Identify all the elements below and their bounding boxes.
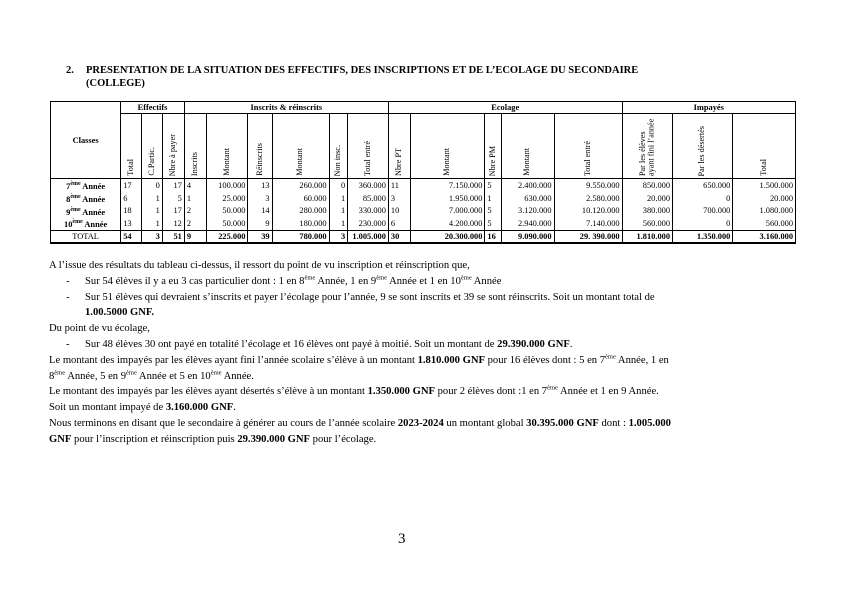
section-heading [66,64,766,90]
table-cell: 13 [121,217,142,230]
table-cell: 560.000 [733,217,796,230]
column-header: Inscrits [184,114,206,179]
conclusion-paragraph: Nous terminons en disant que le secondaire à générer au cours de l’année scolaire 2023-2024 un montant global 30.395.000 GNF dont : 1.005.000 GNF pour l’inscription et réinscription puis 29.390.000 GNF pour l’écolage. [49,417,671,445]
table-cell: 4 [184,179,206,192]
table-cell: 10.120.000 [554,205,622,218]
table-cell: 2.580.000 [554,192,622,205]
total-cell: 3.160.000 [733,231,796,244]
table-cell: 10 [388,205,410,218]
total-cell: 39 [248,231,272,244]
table-cell: 20.000 [622,192,672,205]
table-cell: 1.950.000 [410,192,485,205]
table-row [51,192,796,205]
table-cell: 9.550.000 [554,179,622,192]
table-cell: 1 [329,192,348,205]
table-cell: 4.200.000 [410,217,485,230]
total-cell: 3 [142,231,163,244]
table-cell: 7.000.000 [410,205,485,218]
total-cell: 29. 390.000 [554,231,622,244]
column-header: Par les élèves ayant fini l’année [622,114,672,179]
column-header: Nbre PM [485,114,501,179]
column-header: C.Partic. [142,114,163,179]
table-cell: 5 [162,192,184,205]
table-cell: 2 [184,205,206,218]
table-cell: 6 [388,217,410,230]
column-header: Montant [206,114,248,179]
table-cell: 0 [673,192,733,205]
table-cell: 17 [162,179,184,192]
table-cell: 1 [329,205,348,218]
table-cell: 650.000 [673,179,733,192]
table-cell: 25.000 [206,192,248,205]
column-header: Total entré [348,114,389,179]
group-effectifs: Effectifs [121,102,185,114]
table-cell: 12 [162,217,184,230]
column-header: Montant [501,114,554,179]
total-cell: 16 [485,231,501,244]
table-cell: 11 [388,179,410,192]
table-cell: 1 [142,217,163,230]
table-cell: 360.000 [348,179,389,192]
section-number: 2. [66,65,74,76]
table-cell: 17 [121,179,142,192]
table-cell: 14 [248,205,272,218]
column-header: Montant [410,114,485,179]
total-cell: 3 [329,231,348,244]
table-cell: 100.000 [206,179,248,192]
table-cell: 85.000 [348,192,389,205]
column-header: Total [121,114,142,179]
table-cell: 1 [142,205,163,218]
table-cell: 5 [485,205,501,218]
table-cell: 7.140.000 [554,217,622,230]
table-cell: 2 [184,217,206,230]
classes-header: Classes [51,102,121,179]
unpaid-deserted-paragraph: Le montant des impayés par les élèves ayant désertés s’élève à un montant 1.350.000 GNF pour 2 élèves dont :1 en 7ème Année et 1 en 9 Année. [49,384,659,398]
section-title-line1: PRESENTATION DE LA SITUATION DES EFFECTIFS, DES INSCRIPTIONS ET DE L’ECOLAGE DU SECONDAIRE [86,65,639,76]
table-cell: 380.000 [622,205,672,218]
total-cell: 1.350.000 [673,231,733,244]
table-cell: 7.150.000 [410,179,485,192]
column-header: Total entré [554,114,622,179]
class-label: 8ème Année [51,192,121,205]
total-cell: 30 [388,231,410,244]
table-cell: 1 [142,192,163,205]
group-impayes: Impayés [622,102,795,114]
column-header: Non insc. [329,114,348,179]
table-cell: 5 [485,179,501,192]
total-cell: 780.000 [272,231,329,244]
total-cell: 9.090.000 [501,231,554,244]
table-cell: 20.000 [733,192,796,205]
total-row [51,231,796,244]
table-cell: 0 [329,179,348,192]
class-label: 7ème Année [51,179,121,192]
table-cell: 1.080.000 [733,205,796,218]
class-label: 9ème Année [51,205,121,218]
group-ecolage: Ecolage [388,102,622,114]
unpaid-total-paragraph: Soit un montant impayé de 3.160.000 GNF. [49,402,236,414]
total-cell: 54 [121,231,142,244]
page-number: 3 [398,531,406,547]
table-cell: 3 [248,192,272,205]
table-cell: 1 [184,192,206,205]
bullet-item: - Sur 51 élèves qui devraient s’inscrits et payer l’écolage pour l’année, 9 se sont inscrits et 39 se sont réinscrits. Soit un montant total de 1.00.5000 GNF. [66,291,655,319]
total-cell: 225.000 [206,231,248,244]
table-cell: 0 [673,217,733,230]
section-title-line2: (COLLEGE) [86,78,145,89]
column-header: Par les désertés [673,114,733,179]
table-cell: 1 [329,217,348,230]
intro-paragraph: A l’issue des résultats du tableau ci-dessus, il ressort du point de vu inscription et réinscription que, [49,260,470,271]
enrollment-table [50,101,796,244]
table-cell: 17 [162,205,184,218]
subheader-row [51,114,796,179]
class-label: 10ème Année [51,217,121,230]
total-cell: 9 [184,231,206,244]
total-cell: 51 [162,231,184,244]
unpaid-finished-paragraph: Le montant des impayés par les élèves ayant fini l’année scolaire s’élève à un montant 1.810.000 GNF pour 16 élèves dont : 5 en 7ème Année, 1 en 8ème Année, 5 en 9ème Année et 5 en 10ème Année. [49,353,669,382]
table-cell: 5 [485,217,501,230]
summary-text [49,258,761,448]
total-label: TOTAL [51,231,121,244]
table-row [51,205,796,218]
table-row [51,179,796,192]
table-cell: 13 [248,179,272,192]
bullet-item: - Sur 54 élèves il y a eu 3 cas particulier dont : 1 en 8ème Année, 1 en 9ème Année et 1 en 10ème Année [66,274,502,287]
table-cell: 2.940.000 [501,217,554,230]
total-cell: 1.005.000 [348,231,389,244]
table-cell: 3.120.000 [501,205,554,218]
table-cell: 230.000 [348,217,389,230]
table-cell: 2.400.000 [501,179,554,192]
table-cell: 560.000 [622,217,672,230]
table-cell: 18 [121,205,142,218]
table-cell: 180.000 [272,217,329,230]
table-cell: 0 [142,179,163,192]
ecolage-intro: Du point de vu écolage, [49,323,150,335]
table-cell: 1.500.000 [733,179,796,192]
total-cell: 1.810.000 [622,231,672,244]
column-header: Montant [272,114,329,179]
column-header: Nbre PT [388,114,410,179]
table-cell: 630.000 [501,192,554,205]
table-cell: 9 [248,217,272,230]
table-cell: 6 [121,192,142,205]
table-cell: 50.000 [206,217,248,230]
table-cell: 60.000 [272,192,329,205]
table-cell: 3 [388,192,410,205]
table-row [51,217,796,230]
total-cell: 20.300.000 [410,231,485,244]
column-header: Nbre à payer [162,114,184,179]
table-cell: 1 [485,192,501,205]
group-inscrits: Inscrits & réinscrits [184,102,388,114]
table-cell: 260.000 [272,179,329,192]
column-header: Total [733,114,796,179]
table-cell: 850.000 [622,179,672,192]
column-header: Réinscrits [248,114,272,179]
table-cell: 330.000 [348,205,389,218]
bullet-item: - Sur 48 élèves 30 ont payé en totalité l’écolage et 16 élèves ont payé à moitié. Soit un montant de 29.390.000 GNF. [66,338,573,350]
table-cell: 700.000 [673,205,733,218]
table-cell: 280.000 [272,205,329,218]
table-cell: 50.000 [206,205,248,218]
